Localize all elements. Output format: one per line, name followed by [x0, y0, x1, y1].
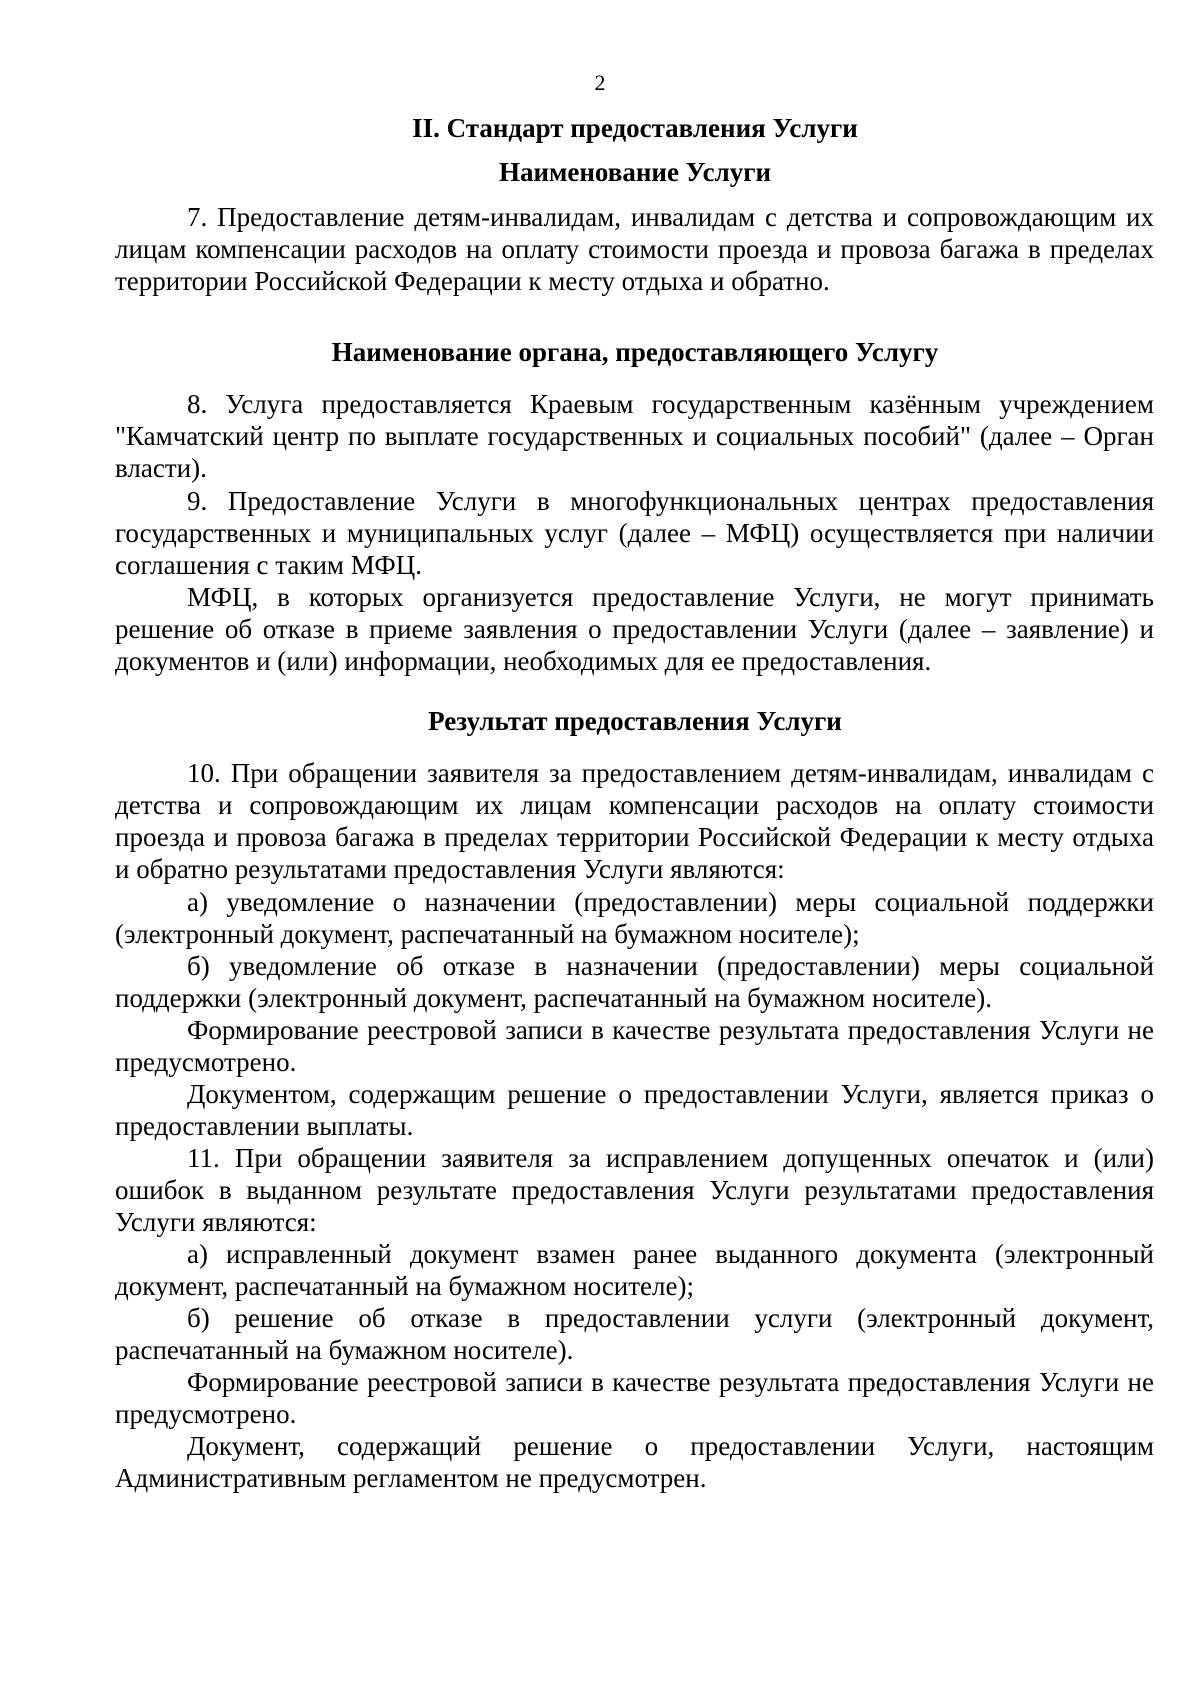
page-number: 2: [594, 70, 606, 95]
paragraph-10-order: Документом, содержащим решение о предоставлении Услуги, является приказ о предоставлении выплаты.: [115, 1079, 1154, 1141]
paragraph-10-registry: Формирование реестровой записи в качестве результата предоставления Услуги не предусмотрено.: [115, 1015, 1154, 1077]
heading-authority-name: Наименование органа, предоставляющего Услугу: [331, 337, 939, 367]
paragraph-11-document: Документ, содержащий решение о предоставлении Услуги, настоящим Административным регламентом не предусмотрен.: [115, 1431, 1154, 1493]
heading-result: Результат предоставления Услуги: [428, 706, 842, 736]
paragraph-9: 9. Предоставление Услуги в многофункциональных центрах предоставления государственных и муниципальных услуг (далее – МФЦ) осуществляется при наличии соглашения с таким МФЦ.: [115, 486, 1154, 580]
paragraph-9-mfc: МФЦ, в которых организуется предоставление Услуги, не могут принимать решение об отказе в приеме заявления о предоставлении Услуги (далее – заявление) и документов и (или) информации, необходимых для ее предоставления.: [115, 582, 1154, 676]
paragraph-8: 8. Услуга предоставляется Краевым государственным казённым учреждением "Камчатский центр по выплате государственных и социальных пособий" (далее – Орган власти).: [115, 389, 1154, 483]
paragraph-7: 7. Предоставление детям-инвалидам, инвалидам с детства и сопровождающим их лицам компенсации расходов на оплату стоимости проезда и провоза багажа в пределах территории Российской Федерации к месту отдыха и обратно.: [115, 202, 1154, 296]
paragraph-10-a: а) уведомление о назначении (предоставлении) меры социальной поддержки (электронный документ, распечатанный на бумажном носителе);: [115, 887, 1154, 949]
heading-service-name: Наименование Услуги: [498, 157, 772, 187]
paragraph-11-registry: Формирование реестровой записи в качестве результата предоставления Услуги не предусмотрено.: [115, 1367, 1154, 1429]
paragraph-11: 11. При обращении заявителя за исправлением допущенных опечаток и (или) ошибок в выданном результате предоставления Услуги результатами предоставления Услуги являются:: [115, 1143, 1154, 1237]
paragraph-10: 10. При обращении заявителя за предоставлением детям-инвалидам, инвалидам с детства и сопровождающим их лицам компенсации расходов на оплату стоимости проезда и провоза багажа в пределах территории Российской Федерации к месту отдыха и обратно результатами предоставления Услуги являются:: [115, 758, 1154, 884]
section-title: II. Стандарт предоставления Услуги: [412, 113, 858, 143]
paragraph-11-b: б) решение об отказе в предоставлении услуги (электронный документ, распечатанный на бумажном носителе).: [115, 1303, 1154, 1365]
paragraph-11-a: а) исправленный документ взамен ранее выданного документа (электронный документ, распечатанный на бумажном носителе);: [115, 1239, 1154, 1301]
paragraph-10-b: б) уведомление об отказе в назначении (предоставлении) меры социальной поддержки (электронный документ, распечатанный на бумажном носителе).: [115, 951, 1154, 1013]
